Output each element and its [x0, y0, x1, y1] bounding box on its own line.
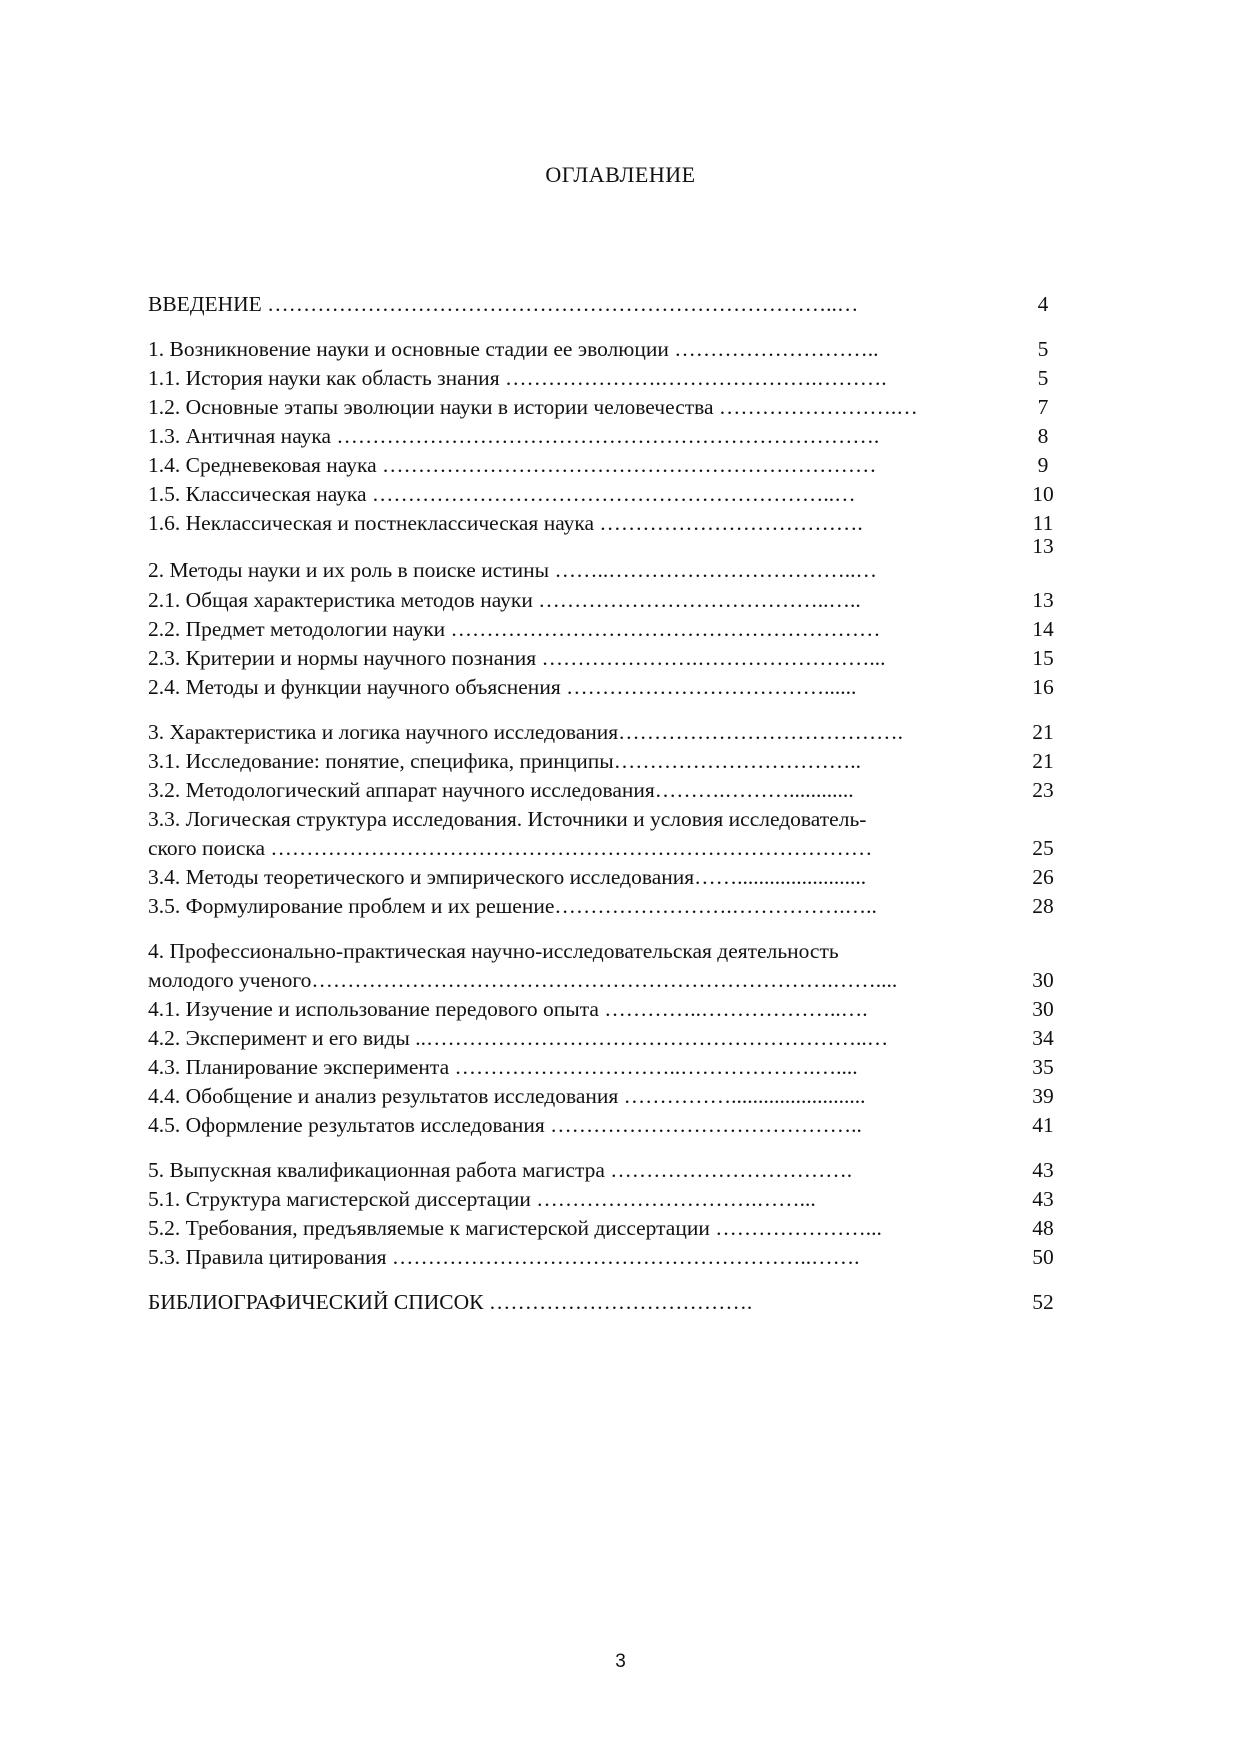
toc-entry[interactable]: 4.5. Оформление результатов исследования …………………………………….. 41 [148, 1113, 1054, 1137]
toc-entry[interactable]: 1.2. Основные этапы эволюции науки в истории человечества …………………….… 7 [148, 395, 1049, 419]
toc-entry[interactable]: 3.1. Исследование: понятие, специфика, принципы…………………………….. 21 [148, 749, 1054, 773]
toc-entry[interactable]: 3.5. Формулирование проблем и их решение…………………….…………….….. 28 [148, 894, 1054, 918]
toc-entry[interactable]: 2.3. Критерии и нормы научного познания ………………….……………………... 15 [148, 646, 1054, 670]
toc-entry[interactable]: 1.4. Средневековая наука …………………………………………………………… 9 [148, 453, 1049, 477]
toc-section-heading[interactable]: 5. Выпускная квалификационная работа магистра ……………………………. 43 [148, 1158, 1054, 1182]
toc-section-heading[interactable]: 4. Профессионально-практическая научно-исследовательская деятельность [148, 939, 839, 963]
toc-entry[interactable]: 5.3. Правила цитирования …………………………………………………..……. 50 [148, 1245, 1054, 1269]
toc-section-heading[interactable]: 3. Характеристика и логика научного исследования…………………………………. 21 [148, 720, 1054, 744]
toc-section-heading[interactable]: 1. Возникновение науки и основные стадии ее эволюции ……………………….. 5 [148, 337, 1049, 361]
toc-entry-bibliography[interactable]: БИБЛИОГРАФИЧЕСКИЙ СПИСОК ………………………………. 52 [148, 1290, 1054, 1314]
toc-entry[interactable]: 2.1. Общая характеристика методов науки …………………………………..….. 13 [148, 588, 1054, 612]
toc-entry-label: ВВЕДЕНИЕ ……………………………………………………………………..… [148, 292, 859, 316]
toc-entry[interactable]: 5.2. Требования, предъявляемые к магистерской диссертации …………………... 48 [148, 1216, 1054, 1240]
page-title: ОГЛАВЛЕНИЕ [545, 162, 696, 187]
toc-entry[interactable]: 4.4. Обобщение и анализ результатов исследования ……………......................... 39 [148, 1084, 1054, 1108]
toc-entry[interactable]: 1.1. История науки как область знания ………………….………………….………. 5 [148, 366, 1049, 390]
toc-entry[interactable]: 1.5. Классическая наука ………………………………………………………..… 10 [148, 482, 1054, 506]
toc-entry[interactable]: 4.1. Изучение и использование передового опыта …………..………………..…. 30 [148, 997, 1054, 1021]
toc-entry[interactable]: 2.2. Предмет методологии науки …………………………………………………… 14 [148, 617, 1054, 641]
toc-section-heading[interactable]: 13 2. Методы науки и их роль в поиске истины ……..……………………………..… [148, 534, 1054, 582]
toc-entry-intro[interactable] [148, 290, 1064, 319]
toc-entry[interactable]: 4.2. Эксперимент и его виды ..……………………………………………………..… 34 [148, 1026, 1054, 1050]
toc-entry[interactable]: 2.4. Методы и функции научного объяснения ………………………………...... 16 [148, 675, 1054, 699]
toc-entry[interactable]: 3.4. Методы теоретического и эмпирического исследования……........................ 26 [148, 865, 1054, 889]
table-of-contents [148, 290, 1064, 1317]
toc-entry[interactable]: 1.3. Античная наука …………………………………………………………………. 8 [148, 424, 1049, 448]
toc-entry[interactable]: 3.3. Логическая структура исследования. Источники и условия исследователь- [148, 807, 867, 831]
page-number: 3 [615, 1651, 626, 1672]
toc-section-heading-cont[interactable]: молодого ученого……………………………………………………………….…….... 30 [148, 968, 1054, 992]
toc-entry[interactable]: 5.1. Структура магистерской диссертации ………………………….……... 43 [148, 1187, 1054, 1211]
toc-page-number: 4 [1037, 292, 1049, 316]
toc-entry[interactable]: 1.6. Неклассическая и постнеклассическая наука ………………………………. 11 [148, 511, 1054, 535]
toc-entry[interactable]: ского поиска ………………………………………………………………………… 25 [148, 836, 1054, 860]
toc-entry[interactable]: 3.2. Методологический аппарат научного исследования……….………............ 23 [148, 778, 1054, 802]
toc-entry[interactable]: 4.3. Планирование эксперимента …………………………..……………….….... 35 [148, 1055, 1054, 1079]
